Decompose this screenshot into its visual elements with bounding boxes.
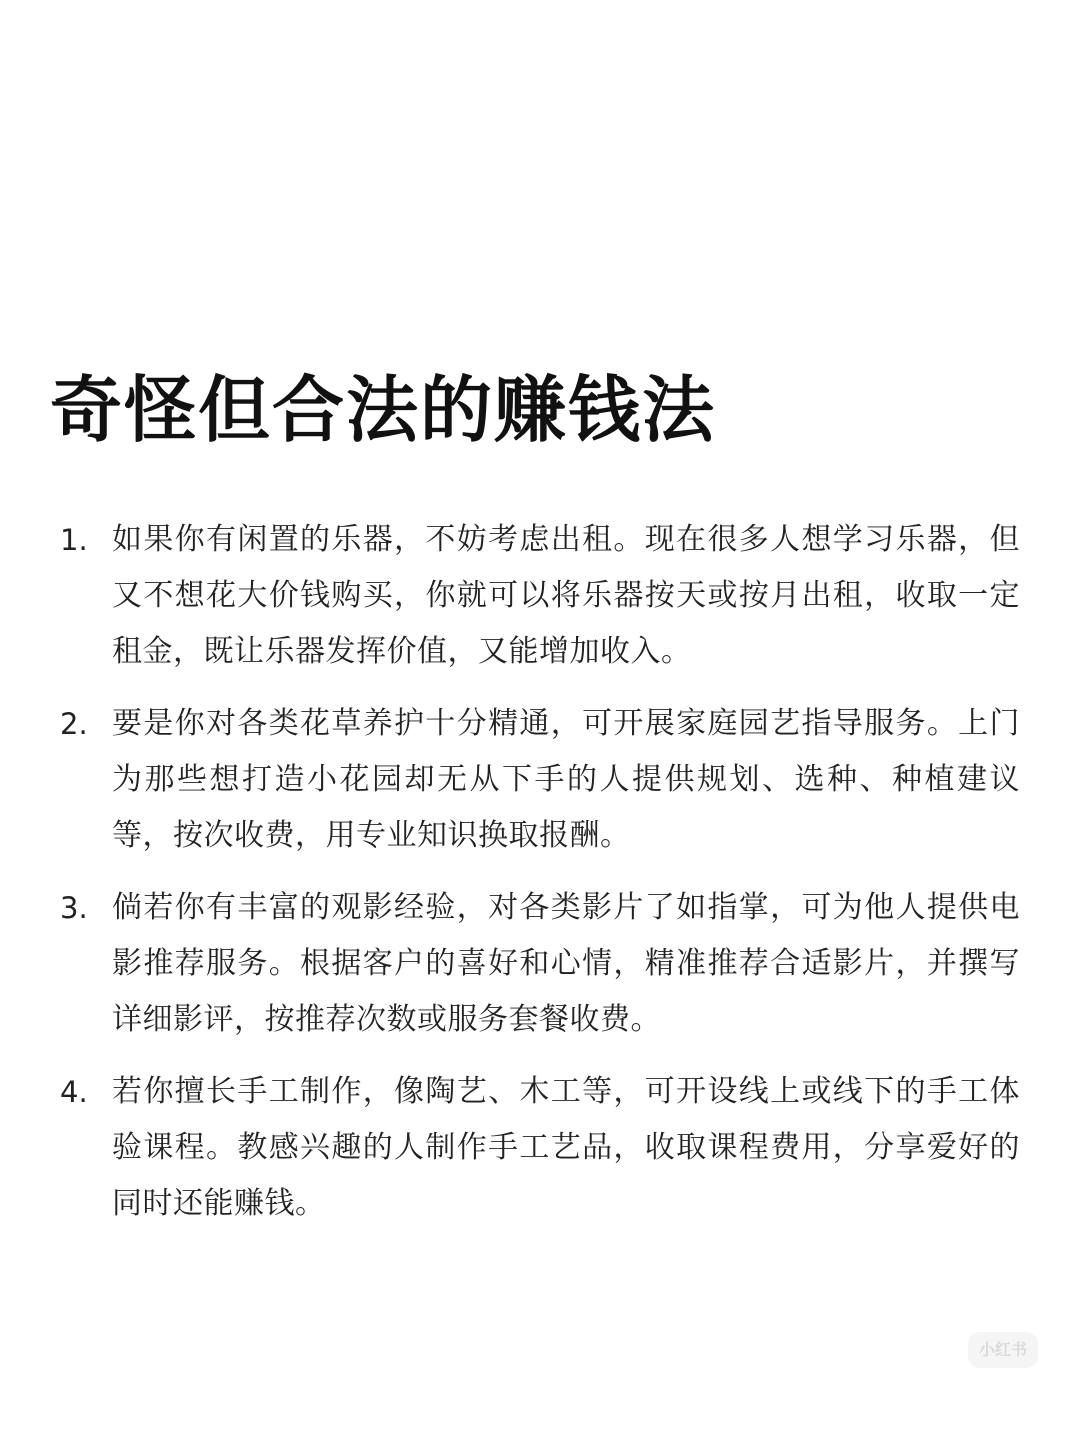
list-item-text: 如果你有闲置的乐器，不妨考虑出租。现在很多人想学习乐器，但又不想花大价钱购买，你就可以将乐器按天或按月出租，收取一定租金，既让乐器发挥价值，又能增加收入。 xyxy=(112,522,1020,669)
list-item-number: 3. xyxy=(60,891,88,925)
list-item-text: 倘若你有丰富的观影经验，对各类影片了如指掌，可为他人提供电影推荐服务。根据客户的喜好和心情，精准推荐合适影片，并撰写详细影评，按推荐次数或服务套餐收费。 xyxy=(112,890,1020,1037)
list-item xyxy=(60,512,1020,680)
list-item-number: 1. xyxy=(60,523,88,557)
watermark-logo: 小红书 xyxy=(968,1332,1038,1368)
tips-list xyxy=(60,512,1020,1248)
watermark-strip xyxy=(704,1384,1034,1406)
list-item-number: 4. xyxy=(60,1075,88,1109)
list-item xyxy=(60,696,1020,864)
page-title: 奇怪但合法的赚钱法 xyxy=(50,368,717,452)
list-item-text: 若你擅长手工制作，像陶艺、木工等，可开设线上或线下的手工体验课程。教感兴趣的人制作手工艺品，收取课程费用，分享爱好的同时还能赚钱。 xyxy=(112,1074,1020,1221)
list-item xyxy=(60,880,1020,1048)
list-item-text: 要是你对各类花草养护十分精通，可开展家庭园艺指导服务。上门为那些想打造小花园却无从下手的人提供规划、选种、种植建议等，按次收费，用专业知识换取报酬。 xyxy=(112,706,1020,853)
list-item xyxy=(60,1064,1020,1232)
list-item-number: 2. xyxy=(60,707,88,741)
